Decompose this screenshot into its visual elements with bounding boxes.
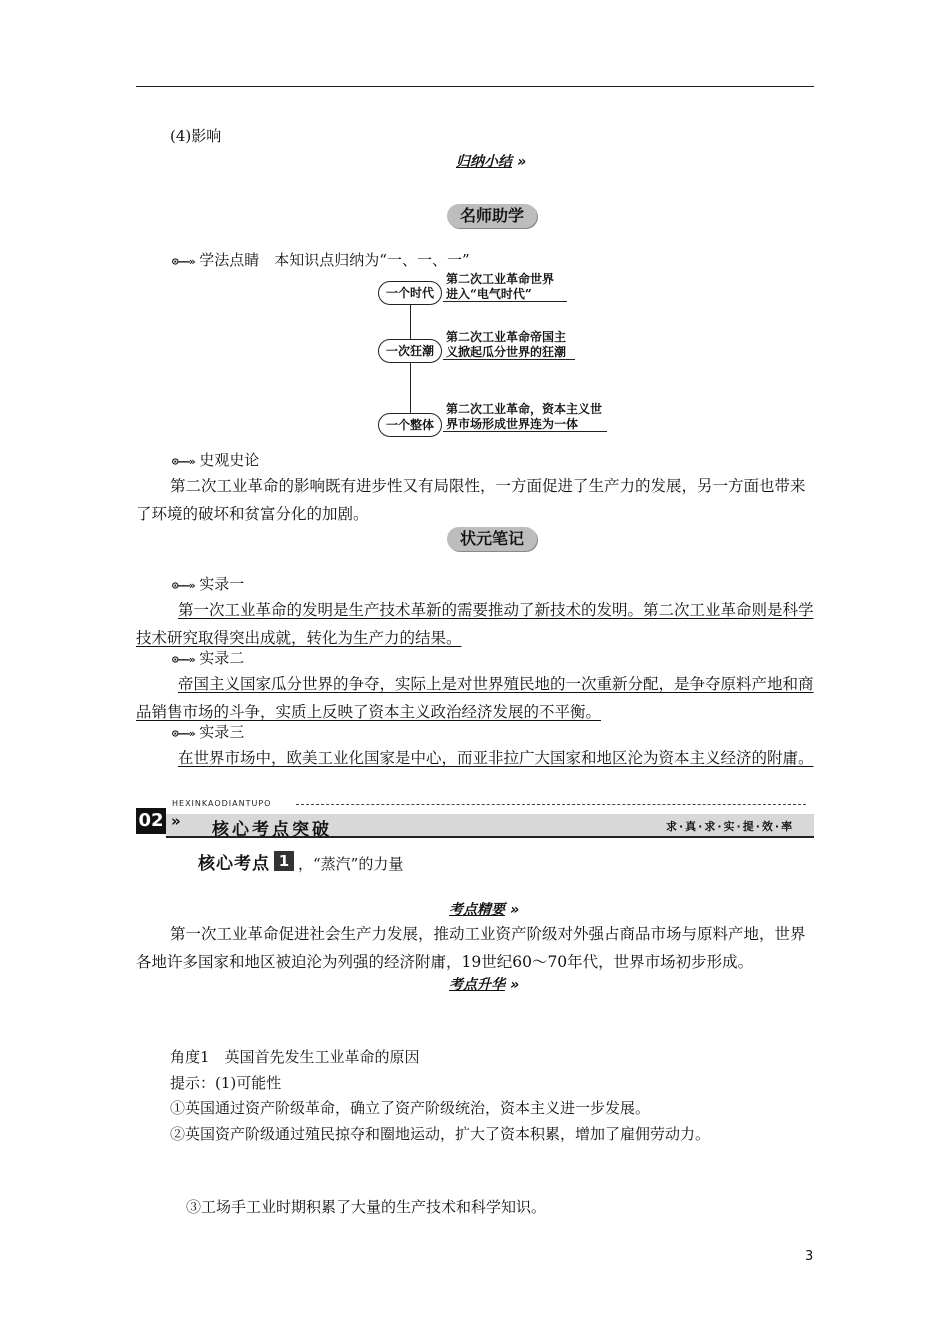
upgrade-heading: 考点升华 — [449, 977, 505, 993]
mindmap-underline — [443, 359, 575, 360]
key-point-number: 1 — [274, 851, 294, 871]
record-1-row — [172, 574, 244, 596]
mindmap-text-era — [446, 272, 554, 302]
mindmap-text-line: 界市场形成世界连为一体 — [446, 417, 579, 431]
mindmap-text-wave — [446, 330, 566, 360]
history-paragraph: 第二次工业革命的影响既有进步性又有局限性，一方面促进了生产力的发展，另一方面也带来了环境的破坏和贫富分化的加剧。 — [136, 477, 806, 523]
record-3-text: 在世界市场中，欧美工业化国家是中心，而亚非拉广大国家和地区沦为资本主义经济的附庸。 — [178, 749, 814, 767]
history-heading: 史观史论 — [199, 451, 260, 469]
notes-badge: 状元笔记 — [447, 527, 537, 551]
record-1-text: 第一次工业革命的发明是生产技术革新的需要推动了新技术的发明。第二次工业革命则是科学技术研究取得突出成就，转化为生产力的结果。 — [136, 601, 814, 647]
mindmap-text-line: 第二次工业革命，资本主义世 — [446, 402, 603, 416]
mindmap-node-whole: 一个整体 — [378, 413, 442, 437]
banner-title: 核心考点突破 — [212, 820, 332, 840]
banner-pinyin: HEXINKAODIANTUPO — [172, 799, 272, 808]
record-2-text: 帝国主义国家瓜分世界的争夺，实际上是对世界殖民地的一次重新分配，是争夺原料产地和商品销售市场的斗争，实质上反映了资本主义政治经济发展的不平衡。 — [136, 675, 814, 721]
key-point-title: ，“蒸汽”的力量 — [298, 855, 404, 873]
point-1: ①英国通过资产阶级革命，确立了资产阶级统治，资本主义进一步发展。 — [170, 1099, 651, 1117]
key-point-row — [198, 848, 403, 874]
record-2-row — [172, 648, 244, 670]
essence-heading-wrap — [449, 899, 519, 919]
angle-line: 角度1 英国首先发生工业革命的原因 — [170, 1048, 420, 1066]
record-3-heading: 实录三 — [199, 723, 245, 741]
mindmap-text-line: 义掀起瓜分世界的狂潮 — [446, 345, 567, 359]
header-rule — [136, 86, 814, 87]
bullet-arrow-icon: ⊙——» — [172, 255, 195, 268]
mindmap-trunk — [410, 302, 411, 426]
tips-line: 学法点睛 本知识点归纳为“一、一、一” — [199, 251, 470, 269]
summary-heading: 归纳小结 — [456, 154, 512, 170]
banner-number: 02 — [136, 808, 166, 834]
bullet-arrow-icon: ⊙——» — [172, 579, 195, 592]
mindmap-text-line: 进入“电气时代” — [446, 287, 532, 301]
hint-line: 提示：(1)可能性 — [170, 1074, 282, 1092]
banner-arrow-icon: » — [171, 812, 181, 830]
banner-slogan: 求·真·求·实·提·效·率 — [666, 820, 795, 833]
summary-arrow-icon: » — [517, 154, 527, 170]
mindmap-text-whole — [446, 402, 602, 432]
record-2-heading: 实录二 — [199, 649, 245, 667]
teacher-badge: 名师助学 — [447, 204, 537, 228]
mindmap-text-line: 第二次工业革命世界 — [446, 272, 555, 286]
mindmap-node-wave: 一次狂潮 — [378, 339, 442, 363]
point-2: ②英国资产阶级通过殖民掠夺和圈地运动，扩大了资本积累，增加了雇佣劳动力。 — [170, 1125, 711, 1143]
mindmap-underline — [443, 301, 567, 302]
essence-heading: 考点精要 — [449, 902, 505, 918]
tips-row — [172, 250, 470, 272]
essence-arrow-icon: » — [510, 902, 520, 918]
section-impact: (4)影响 — [170, 127, 222, 145]
summary-heading-wrap — [456, 151, 526, 171]
record-3-row — [172, 722, 244, 744]
mindmap-underline — [443, 431, 607, 432]
essence-paragraph: 第一次工业革命促进社会生产力发展，推动工业资产阶级对外强占商品市场与原料产地，世界各地许多国家和地区被迫沦为列强的经济附庸，19世纪60～70年代，世界市场初步形成。 — [136, 925, 806, 971]
record-1-heading: 实录一 — [199, 575, 245, 593]
banner-dashed-rule — [296, 804, 806, 805]
history-row — [172, 450, 259, 472]
mindmap-text-line: 第二次工业革命帝国主 — [446, 330, 567, 344]
key-point-label: 核心考点 — [198, 853, 270, 874]
upgrade-heading-wrap — [449, 974, 519, 994]
mindmap-node-era: 一个时代 — [378, 281, 442, 305]
bullet-arrow-icon: ⊙——» — [172, 727, 195, 740]
bullet-arrow-icon: ⊙——» — [172, 455, 195, 468]
point-3: ③工场手工业时期积累了大量的生产技术和科学知识。 — [186, 1198, 547, 1216]
page-number: 3 — [805, 1249, 814, 1264]
upgrade-arrow-icon: » — [510, 977, 520, 993]
bullet-arrow-icon: ⊙——» — [172, 653, 195, 666]
